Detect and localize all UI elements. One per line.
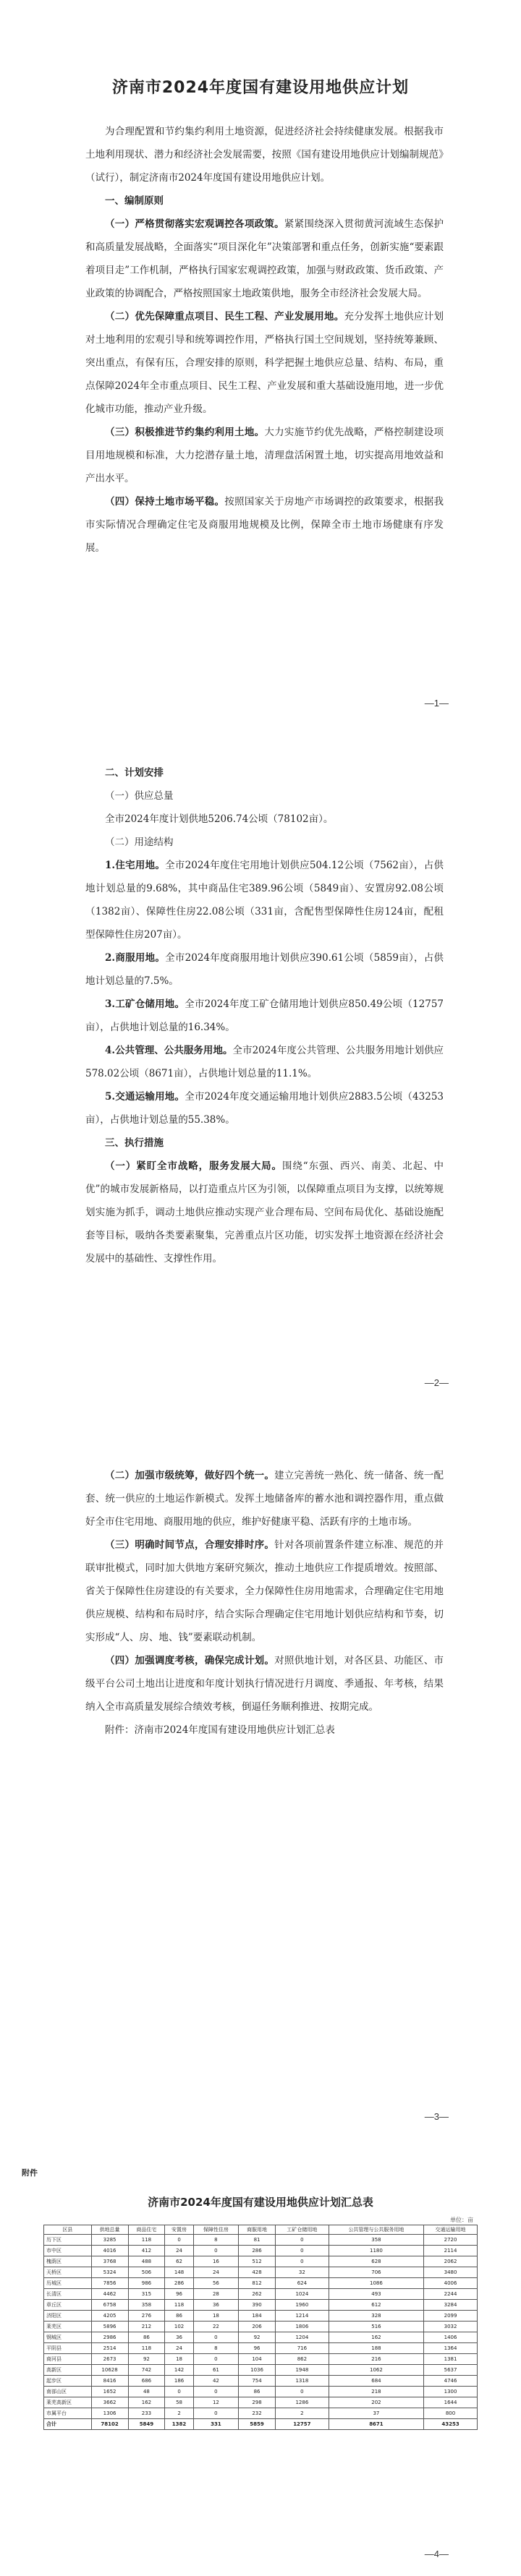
value-cell: 10628 bbox=[91, 2365, 128, 2376]
value-cell: 58 bbox=[165, 2397, 193, 2408]
value-cell: 1204 bbox=[275, 2332, 329, 2343]
supply-total-text: 全市2024年度计划供地5206.74公顷（78102亩）。 bbox=[105, 813, 334, 825]
table-header: 商品住宅 bbox=[128, 2225, 165, 2235]
district-cell: 市中区 bbox=[44, 2246, 92, 2256]
value-cell: 358 bbox=[128, 2300, 165, 2311]
value-cell: 118 bbox=[128, 2235, 165, 2246]
summary-table-body bbox=[44, 2235, 478, 2430]
value-cell: 36 bbox=[193, 2300, 238, 2311]
value-cell: 706 bbox=[329, 2267, 423, 2278]
value-cell: 8 bbox=[193, 2235, 238, 2246]
table-header: 交通运输用地 bbox=[424, 2225, 478, 2235]
value-cell: 2673 bbox=[91, 2354, 128, 2365]
value-cell: 1286 bbox=[275, 2397, 329, 2408]
intro-paragraph: 为合理配置和节约集约利用土地资源，促进经济社会持续健康发展。根据我市土地利用现状、潜力和经济社会发展需要，按照《国有建设用地供应计划编制规范》（试行），制定济南市2024年度国有建设用地供应计划。 bbox=[85, 126, 444, 184]
value-cell: 0 bbox=[193, 2332, 238, 2343]
page-1 bbox=[0, 0, 521, 748]
table-header: 供地总量 bbox=[91, 2225, 128, 2235]
value-cell: 276 bbox=[128, 2311, 165, 2322]
table-row bbox=[44, 2354, 478, 2365]
district-cell: 高新区 bbox=[44, 2365, 92, 2376]
value-cell: 28 bbox=[193, 2289, 238, 2300]
value-cell: 56 bbox=[193, 2278, 238, 2289]
page-number-2: —2— bbox=[424, 1377, 449, 1388]
commercial-land: 2.商服用地。全市2024年度商服用地计划供应390.61公顷（5859亩），占供地计划总量的7.5%。 bbox=[85, 952, 444, 987]
value-cell: 188 bbox=[329, 2343, 423, 2354]
value-cell: 3285 bbox=[91, 2235, 128, 2246]
value-cell: 412 bbox=[128, 2246, 165, 2256]
page-1-body bbox=[85, 120, 444, 560]
table-row bbox=[44, 2332, 478, 2343]
value-cell: 1318 bbox=[275, 2376, 329, 2387]
value-cell: 1652 bbox=[91, 2387, 128, 2397]
value-cell: 3768 bbox=[91, 2256, 128, 2267]
public-service-land: 4.公共管理、公共服务用地。全市2024年度公共管理、公共服务用地计划供应578.02公顷（8671亩），占供地计划总量的11.1%。 bbox=[85, 1045, 444, 1079]
industrial-land: 3.工矿仓储用地。全市2024年度工矿仓储用地计划供应850.49公顷（12757亩），占供地计划总量的16.34%。 bbox=[85, 998, 444, 1033]
value-cell: 233 bbox=[128, 2408, 165, 2419]
value-cell: 62 bbox=[165, 2256, 193, 2267]
value-cell: 4462 bbox=[91, 2289, 128, 2300]
district-cell: 长清区 bbox=[44, 2289, 92, 2300]
value-cell: 2099 bbox=[424, 2311, 478, 2322]
value-cell: 118 bbox=[128, 2343, 165, 2354]
page-number-4: —4— bbox=[424, 2549, 449, 2559]
value-cell: 624 bbox=[275, 2278, 329, 2289]
value-cell: 142 bbox=[165, 2365, 193, 2376]
principle-2: （二）优先保障重点项目、民生工程、产业发展用地。充分发挥土地供应计划对土地利用的宏观引导和统筹调控作用，严格执行国土空间规划，坚持统筹兼顾、突出重点，有保有压，合理安排的原则，科学把握土地供应总量、结构、布局，重点保障2024年全市重点项目、民生工程、产业发展和重大基础设施用地，进一步优化城市功能，推动产业升级。 bbox=[85, 311, 444, 415]
principle-1: （一）严格贯彻落实宏观调控各项政策。紧紧围绕深入贯彻黄河流域生态保护和高质量发展战略，全面落实“项目深化年”决策部署和重点任务，创新实施“要素跟着项目走”工作机制，严格执行国家宏观调控政策，加强与财政政策、货币政策、产业政策的协调配合，严格按照国家土地政策供地，服务全市经济社会发展大局。 bbox=[85, 218, 444, 299]
table-header-row bbox=[44, 2225, 478, 2235]
table-row bbox=[44, 2376, 478, 2387]
value-cell: 1806 bbox=[275, 2322, 329, 2332]
value-cell: 390 bbox=[239, 2300, 276, 2311]
value-cell: 516 bbox=[329, 2322, 423, 2332]
district-cell: 南部山区 bbox=[44, 2387, 92, 2397]
value-cell: 16 bbox=[193, 2256, 238, 2267]
value-cell: 506 bbox=[128, 2267, 165, 2278]
value-cell: 2 bbox=[275, 2408, 329, 2419]
summary-table bbox=[43, 2225, 478, 2430]
value-cell: 96 bbox=[165, 2289, 193, 2300]
value-cell: 286 bbox=[165, 2278, 193, 2289]
value-cell: 1300 bbox=[424, 2387, 478, 2397]
district-cell: 章丘区 bbox=[44, 2300, 92, 2311]
value-cell: 4205 bbox=[91, 2311, 128, 2322]
value-cell: 0 bbox=[193, 2387, 238, 2397]
residential-land: 1.住宅用地。全市2024年度住宅用地计划供应504.12公顷（7562亩），占供地计划总量的9.68%，其中商品住宅389.96公顷（5849亩）、安置房92.08公顷（1382亩）、保障性住房22.08公顷（331亩，含配售型保障性住房124亩，配租型保障性住房207亩）。 bbox=[85, 860, 444, 941]
value-cell: 3480 bbox=[424, 2267, 478, 2278]
value-cell: 428 bbox=[239, 2267, 276, 2278]
value-cell: 0 bbox=[275, 2246, 329, 2256]
annex-label: 附件 bbox=[22, 2168, 38, 2178]
section-3-heading: 三、执行措施 bbox=[105, 1137, 164, 1149]
value-cell: 0 bbox=[165, 2235, 193, 2246]
table-header: 公共管理与公共服务用地 bbox=[329, 2225, 423, 2235]
district-cell: 市属平台 bbox=[44, 2408, 92, 2419]
value-cell: 1024 bbox=[275, 2289, 329, 2300]
total-value-cell: 1382 bbox=[165, 2419, 193, 2430]
measure-2: （二）加强市级统筹，做好四个统一。建立完善统一熟化、统一储备、统一配套、统一供应的土地运作新模式。发挥土地储备库的蓄水池和调控器作用，重点做好全市住宅用地、商服用地的供应，维护好健康平稳、活跃有序的土地市场。 bbox=[85, 1470, 444, 1528]
document-title: 济南市2024年度国有建设用地供应计划 bbox=[111, 79, 410, 97]
value-cell: 81 bbox=[239, 2235, 276, 2246]
value-cell: 1086 bbox=[329, 2278, 423, 2289]
value-cell: 862 bbox=[275, 2354, 329, 2365]
value-cell: 36 bbox=[165, 2332, 193, 2343]
value-cell: 262 bbox=[239, 2289, 276, 2300]
value-cell: 96 bbox=[239, 2343, 276, 2354]
value-cell: 1214 bbox=[275, 2311, 329, 2322]
page-3 bbox=[0, 1421, 521, 2144]
total-value-cell: 43253 bbox=[424, 2419, 478, 2430]
value-cell: 0 bbox=[193, 2408, 238, 2419]
transport-land: 5.交通运输用地。全市2024年度交通运输用地计划供应2883.5公顷（43253亩），占供地计划总量的55.38%。 bbox=[85, 1091, 444, 1126]
value-cell: 2 bbox=[165, 2408, 193, 2419]
value-cell: 184 bbox=[239, 2311, 276, 2322]
table-row bbox=[44, 2397, 478, 2408]
value-cell: 162 bbox=[128, 2397, 165, 2408]
table-row bbox=[44, 2322, 478, 2332]
value-cell: 162 bbox=[329, 2332, 423, 2343]
total-value-cell: 78102 bbox=[91, 2419, 128, 2430]
measure-4: （四）加强调度考核，确保完成计划。对照供地计划，对各区县、功能区、市级平台公司土地出让进度和年度计划执行情况进行月调度、季通报、年考核，结果纳入全市高质量发展综合绩效考核，倒逼任务顺利推进、按期完成。 bbox=[85, 1655, 444, 1713]
value-cell: 2062 bbox=[424, 2256, 478, 2267]
table-header: 安置房 bbox=[165, 2225, 193, 2235]
value-cell: 12 bbox=[193, 2397, 238, 2408]
district-cell: 济阳区 bbox=[44, 2311, 92, 2322]
table-row bbox=[44, 2343, 478, 2354]
value-cell: 2114 bbox=[424, 2246, 478, 2256]
value-cell: 24 bbox=[193, 2267, 238, 2278]
table-header: 工矿仓储用地 bbox=[275, 2225, 329, 2235]
supply-total-heading: （一）供应总量 bbox=[105, 790, 174, 802]
total-value-cell: 5859 bbox=[239, 2419, 276, 2430]
value-cell: 488 bbox=[128, 2256, 165, 2267]
table-header: 保障性住房 bbox=[193, 2225, 238, 2235]
district-cell: 槐荫区 bbox=[44, 2256, 92, 2267]
value-cell: 0 bbox=[193, 2354, 238, 2365]
value-cell: 218 bbox=[329, 2387, 423, 2397]
value-cell: 4006 bbox=[424, 2278, 478, 2289]
table-row bbox=[44, 2256, 478, 2267]
table-row bbox=[44, 2300, 478, 2311]
table-total-row bbox=[44, 2419, 478, 2430]
table-row bbox=[44, 2289, 478, 2300]
page-number-3: —3— bbox=[424, 2111, 449, 2122]
value-cell: 612 bbox=[329, 2300, 423, 2311]
total-label-cell: 合计 bbox=[44, 2419, 92, 2430]
principle-4: （四）保持土地市场平稳。按照国家关于房地产市场调控的政策要求，根据我市实际情况合理确定住宅及商服用地规模及比例，保障全市土地市场健康有序发展。 bbox=[85, 496, 444, 554]
value-cell: 3032 bbox=[424, 2322, 478, 2332]
value-cell: 0 bbox=[275, 2235, 329, 2246]
value-cell: 286 bbox=[239, 2246, 276, 2256]
section-1-heading: 一、编制原则 bbox=[105, 195, 164, 207]
value-cell: 358 bbox=[329, 2235, 423, 2246]
value-cell: 315 bbox=[128, 2289, 165, 2300]
district-cell: 平阴县 bbox=[44, 2343, 92, 2354]
table-row bbox=[44, 2365, 478, 2376]
value-cell: 5324 bbox=[91, 2267, 128, 2278]
value-cell: 328 bbox=[329, 2311, 423, 2322]
value-cell: 118 bbox=[165, 2300, 193, 2311]
page-2 bbox=[0, 748, 521, 1421]
table-row bbox=[44, 2278, 478, 2289]
value-cell: 104 bbox=[239, 2354, 276, 2365]
table-row bbox=[44, 2235, 478, 2246]
value-cell: 4746 bbox=[424, 2376, 478, 2387]
district-cell: 历下区 bbox=[44, 2235, 92, 2246]
total-value-cell: 331 bbox=[193, 2419, 238, 2430]
value-cell: 92 bbox=[128, 2354, 165, 2365]
value-cell: 684 bbox=[329, 2376, 423, 2387]
district-cell: 商河县 bbox=[44, 2354, 92, 2365]
value-cell: 3284 bbox=[424, 2300, 478, 2311]
value-cell: 232 bbox=[239, 2408, 276, 2419]
annex-title: 济南市2024年度国有建设用地供应计划汇总表 bbox=[148, 2196, 373, 2209]
district-cell: 莱芜区 bbox=[44, 2322, 92, 2332]
value-cell: 493 bbox=[329, 2289, 423, 2300]
table-row bbox=[44, 2246, 478, 2256]
value-cell: 48 bbox=[128, 2387, 165, 2397]
table-header: 商服用地 bbox=[239, 2225, 276, 2235]
value-cell: 1180 bbox=[329, 2246, 423, 2256]
value-cell: 2244 bbox=[424, 2289, 478, 2300]
measure-1: （一）紧盯全市战略，服务发展大局。围绕“东强、西兴、南美、北起、中优”的城市发展新格局，以打造重点片区为引领，以保障重点项目为支撑，以统筹规划实施为抓手，调动土地供应推动实现产业合理布局、空间布局优化、基础设施配套等目标，吸纳各类要素聚集，完善重点片区功能，切实发挥土地资源在经济社会发展中的基础性、支撑性作用。 bbox=[85, 1160, 444, 1265]
value-cell: 512 bbox=[239, 2256, 276, 2267]
value-cell: 24 bbox=[165, 2246, 193, 2256]
value-cell: 5637 bbox=[424, 2365, 478, 2376]
section-2-heading: 二、计划安排 bbox=[105, 767, 164, 779]
value-cell: 0 bbox=[165, 2387, 193, 2397]
table-row bbox=[44, 2408, 478, 2419]
table-row bbox=[44, 2311, 478, 2322]
page-3-body bbox=[85, 1464, 444, 1742]
value-cell: 298 bbox=[239, 2397, 276, 2408]
value-cell: 2514 bbox=[91, 2343, 128, 2354]
value-cell: 1960 bbox=[275, 2300, 329, 2311]
district-cell: 钢城区 bbox=[44, 2332, 92, 2343]
value-cell: 3662 bbox=[91, 2397, 128, 2408]
value-cell: 1381 bbox=[424, 2354, 478, 2365]
value-cell: 206 bbox=[239, 2322, 276, 2332]
value-cell: 92 bbox=[239, 2332, 276, 2343]
value-cell: 18 bbox=[165, 2354, 193, 2365]
value-cell: 186 bbox=[165, 2376, 193, 2387]
value-cell: 32 bbox=[275, 2267, 329, 2278]
page-4 bbox=[0, 2144, 521, 2576]
value-cell: 6758 bbox=[91, 2300, 128, 2311]
value-cell: 754 bbox=[239, 2376, 276, 2387]
value-cell: 0 bbox=[275, 2387, 329, 2397]
value-cell: 0 bbox=[193, 2246, 238, 2256]
value-cell: 812 bbox=[239, 2278, 276, 2289]
value-cell: 986 bbox=[128, 2278, 165, 2289]
value-cell: 37 bbox=[329, 2408, 423, 2419]
value-cell: 1062 bbox=[329, 2365, 423, 2376]
total-value-cell: 12757 bbox=[275, 2419, 329, 2430]
value-cell: 4016 bbox=[91, 2246, 128, 2256]
value-cell: 148 bbox=[165, 2267, 193, 2278]
value-cell: 212 bbox=[128, 2322, 165, 2332]
value-cell: 42 bbox=[193, 2376, 238, 2387]
use-structure-heading: （二）用途结构 bbox=[105, 836, 174, 848]
page-number-1: —1— bbox=[424, 698, 449, 709]
page-2-body bbox=[85, 761, 444, 1270]
annex-unit: 单位：亩 bbox=[450, 2217, 473, 2223]
value-cell: 800 bbox=[424, 2408, 478, 2419]
value-cell: 1644 bbox=[424, 2397, 478, 2408]
district-cell: 起步区 bbox=[44, 2376, 92, 2387]
total-value-cell: 5849 bbox=[128, 2419, 165, 2430]
value-cell: 628 bbox=[329, 2256, 423, 2267]
value-cell: 1948 bbox=[275, 2365, 329, 2376]
value-cell: 216 bbox=[329, 2354, 423, 2365]
value-cell: 18 bbox=[193, 2311, 238, 2322]
table-row bbox=[44, 2267, 478, 2278]
measure-3: （三）明确时间节点，合理安排时序。针对各项前置条件建立标准、规范的并联审批模式，同时加大供地方案研究频次，推动土地供应工作提质增效。按照部、省关于保障性住房建设的有关要求，全力保障性住房用地需求，合理确定住宅用地供应规模、结构和布局时序，结合实际合理确定住宅用地计划供应结构和节奏，切实形成“人、房、地、钱”要素联动机制。 bbox=[85, 1539, 444, 1643]
value-cell: 7856 bbox=[91, 2278, 128, 2289]
value-cell: 202 bbox=[329, 2397, 423, 2408]
district-cell: 莱芜高新区 bbox=[44, 2397, 92, 2408]
principle-3: （三）积极推进节约集约利用土地。大力实施节约优先战略，严格控制建设项目用地规模和标准，大力挖潜存量土地，清理盘活闲置土地，切实提高用地效益和产出水平。 bbox=[85, 427, 444, 484]
value-cell: 86 bbox=[128, 2332, 165, 2343]
value-cell: 686 bbox=[128, 2376, 165, 2387]
attachment-note: 附件：济南市2024年度国有建设用地供应计划汇总表 bbox=[105, 1724, 335, 1736]
value-cell: 1306 bbox=[91, 2408, 128, 2419]
value-cell: 86 bbox=[165, 2311, 193, 2322]
value-cell: 716 bbox=[275, 2343, 329, 2354]
value-cell: 0 bbox=[275, 2256, 329, 2267]
value-cell: 24 bbox=[165, 2343, 193, 2354]
total-value-cell: 8671 bbox=[329, 2419, 423, 2430]
value-cell: 22 bbox=[193, 2322, 238, 2332]
value-cell: 1364 bbox=[424, 2343, 478, 2354]
district-cell: 天桥区 bbox=[44, 2267, 92, 2278]
value-cell: 742 bbox=[128, 2365, 165, 2376]
value-cell: 8 bbox=[193, 2343, 238, 2354]
value-cell: 2986 bbox=[91, 2332, 128, 2343]
table-row bbox=[44, 2387, 478, 2397]
table-header: 区县 bbox=[44, 2225, 92, 2235]
value-cell: 5896 bbox=[91, 2322, 128, 2332]
value-cell: 102 bbox=[165, 2322, 193, 2332]
value-cell: 61 bbox=[193, 2365, 238, 2376]
value-cell: 1406 bbox=[424, 2332, 478, 2343]
district-cell: 历城区 bbox=[44, 2278, 92, 2289]
value-cell: 86 bbox=[239, 2387, 276, 2397]
value-cell: 1036 bbox=[239, 2365, 276, 2376]
value-cell: 2720 bbox=[424, 2235, 478, 2246]
value-cell: 8416 bbox=[91, 2376, 128, 2387]
